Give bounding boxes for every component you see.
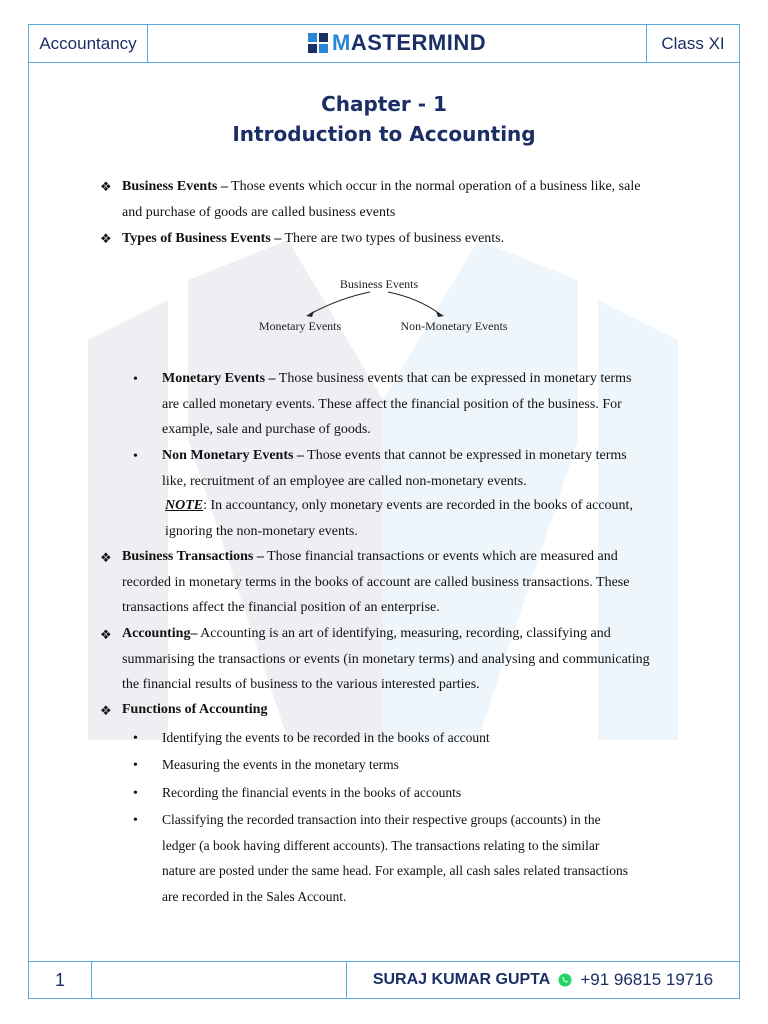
author-name: SURAJ KUMAR GUPTA	[372, 971, 551, 988]
diamond-bullet-icon: ❖	[100, 550, 112, 565]
diamond-bullet-icon: ❖	[100, 179, 112, 194]
diagram-root: Business Events	[339, 277, 419, 291]
dot-bullet-icon: •	[133, 786, 138, 801]
diagram-left: Monetary Events	[258, 319, 342, 333]
puzzle-icon	[308, 33, 328, 53]
class-label: Class XI	[646, 24, 740, 63]
dot-bullet-icon: •	[133, 758, 138, 773]
chapter-number: Chapter - 1	[321, 92, 447, 116]
business-events-para: Business Events – Those events which occur in the normal operation of a business like, sale and purchase of goods are called business events	[122, 179, 641, 220]
functions-heading: Functions of Accounting	[122, 702, 268, 717]
header-divider	[28, 62, 740, 63]
events-diagram	[100, 226, 660, 346]
function-item: Identifying the events to be recorded in the books of account	[162, 730, 490, 745]
function-item-classify: Classifying the recorded transaction into their respective groups (accounts) in the ledger (a book having different accounts). The transactions relating to the similar nature are posted under the same head. For example, all cash sales related transactions are recorded in the Sales Account.	[162, 812, 628, 904]
monetary-events-para: Monetary Events – Those business events that can be expressed in monetary terms are called monetary events. These affect the financial position of the business. For example, sale and purchase of goods.	[162, 371, 632, 437]
dot-bullet-icon: •	[133, 372, 138, 387]
diamond-bullet-icon: ❖	[100, 627, 112, 642]
author-box	[346, 961, 740, 999]
types-para: Types of Business Events – There are two types of business events.	[122, 231, 505, 246]
whatsapp-icon	[558, 973, 572, 987]
phone-number: +91 96815 19716	[580, 970, 714, 989]
diamond-bullet-icon: ❖	[100, 703, 112, 718]
chapter-title: Introduction to Accounting	[232, 122, 536, 146]
dot-bullet-icon: •	[133, 813, 138, 828]
function-item: Recording the financial events in the books of accounts	[162, 785, 462, 800]
accounting-para: Accounting– Accounting is an art of identifying, measuring, recording, classifying and summarising the transactions or events (in monetary terms) and analysing and communicating the financial results of business to the various interested parties.	[122, 626, 650, 692]
function-item: Measuring the events in the monetary terms	[162, 757, 399, 772]
mastermind-logo: MASTERMIND	[308, 30, 486, 56]
note-para: NOTE: In accountancy, only monetary events are recorded in the books of account, ignoring the non-monetary events.	[165, 498, 633, 539]
subject-label: Accountancy	[28, 24, 148, 63]
dot-bullet-icon: •	[133, 449, 138, 464]
non-monetary-events-para: Non Monetary Events – Those events that cannot be expressed in monetary terms like, recruitment of an employee are called non-monetary events.	[162, 448, 627, 489]
dot-bullet-icon: •	[133, 731, 138, 746]
page-number: 1	[28, 961, 92, 999]
diamond-bullet-icon: ❖	[100, 231, 112, 246]
diagram-right: Non-Monetary Events	[400, 319, 508, 333]
business-transactions-para: Business Transactions – Those financial transactions or events which are measured and recorded in monetary terms in the books of account are called business transactions. These transactions affect the financial position of an enterprise.	[122, 549, 630, 615]
